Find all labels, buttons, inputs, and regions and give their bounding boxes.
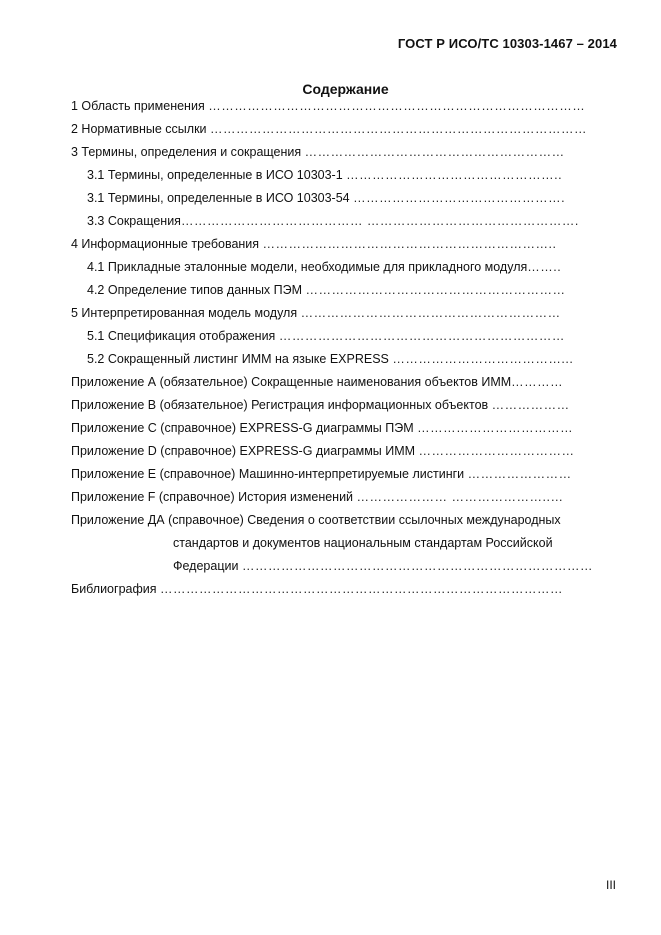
toc-entry-annex-da[interactable]: Приложение ДА (справочное) Сведения о соответствии ссылочных международных xyxy=(71,513,561,527)
table-of-contents xyxy=(71,97,616,603)
toc-entry-annex-b[interactable]: Приложение В (обязательное) Регистрация информационных объектов ……………… xyxy=(71,398,570,412)
toc-entry-mapping-specification[interactable]: 5.1 Спецификация отображения ………………………………………………………… xyxy=(87,329,565,343)
toc-title: Содержание xyxy=(302,81,389,97)
toc-entry-annex-f[interactable]: Приложение F (справочное) История изменений ………………… …………………..… xyxy=(71,490,564,504)
page-number: III xyxy=(605,878,616,892)
toc-entry-terms-definitions[interactable]: 3 Термины, определения и сокращения …………………………………………………… xyxy=(71,145,565,159)
toc-entry-normative-references[interactable]: 2 Нормативные ссылки …………………………………………………………………………… xyxy=(71,122,587,136)
toc-entry-annex-c[interactable]: Приложение С (справочное) EXPRESS-G диаграммы ПЭМ ……………………………… xyxy=(71,421,574,435)
toc-entry-annex-da-continuation-end[interactable]: Федерации ……………………………………………………………………… xyxy=(173,559,593,573)
toc-entry-abbreviations[interactable]: 3.3 Сокращения…………………………………… …………………………………………. xyxy=(87,214,579,228)
toc-entry-annex-da-continuation[interactable]: стандартов и документов национальным стандартам Российской xyxy=(173,536,553,550)
toc-entry-annex-d[interactable]: Приложение D (справочное) EXPRESS-G диаграммы ИММ ……………………………… xyxy=(71,444,575,458)
toc-entry-terms-iso-10303-54[interactable]: 3.1 Термины, определенные в ИСО 10303-54 …………………………………………. xyxy=(87,191,566,205)
toc-entry-arm-type-definitions[interactable]: 4.2 Определение типов данных ПЭМ …………………………………………………… xyxy=(87,283,566,297)
toc-entry-terms-iso-10303-1[interactable]: 3.1 Термины, определенные в ИСО 10303-1 ………………………………………….. xyxy=(87,168,563,182)
toc-entry-information-requirements[interactable]: 4 Информационные требования ………………………………………………………….. xyxy=(71,237,557,251)
toc-entry-application-reference-models[interactable]: 4.1 Прикладные эталонные модели, необходимые для прикладного модуля…….. xyxy=(87,260,562,274)
toc-entry-annex-e[interactable]: Приложение E (справочное) Машинно-интерпретируемые листинги …………………… xyxy=(71,467,572,481)
toc-entry-annex-a[interactable]: Приложение А (обязательное) Сокращенные наименования объектов ИММ………… xyxy=(71,375,564,389)
toc-entry-bibliography[interactable]: Библиография ………………………………………………………………………………… xyxy=(71,582,563,596)
toc-entry-scope[interactable]: 1 Область применения …………………………………………………………………………… xyxy=(71,99,586,113)
toc-entry-mim-express-short-listing[interactable]: 5.2 Сокращенный листинг ИММ на языке EXPRESS …………………………………... xyxy=(87,352,574,366)
document-code-header: ГОСТ Р ИСО/ТС 10303-1467 – 2014 xyxy=(397,36,617,51)
toc-entry-module-interpreted-model[interactable]: 5 Интерпретированная модель модуля …………………………………………………… xyxy=(71,306,561,320)
